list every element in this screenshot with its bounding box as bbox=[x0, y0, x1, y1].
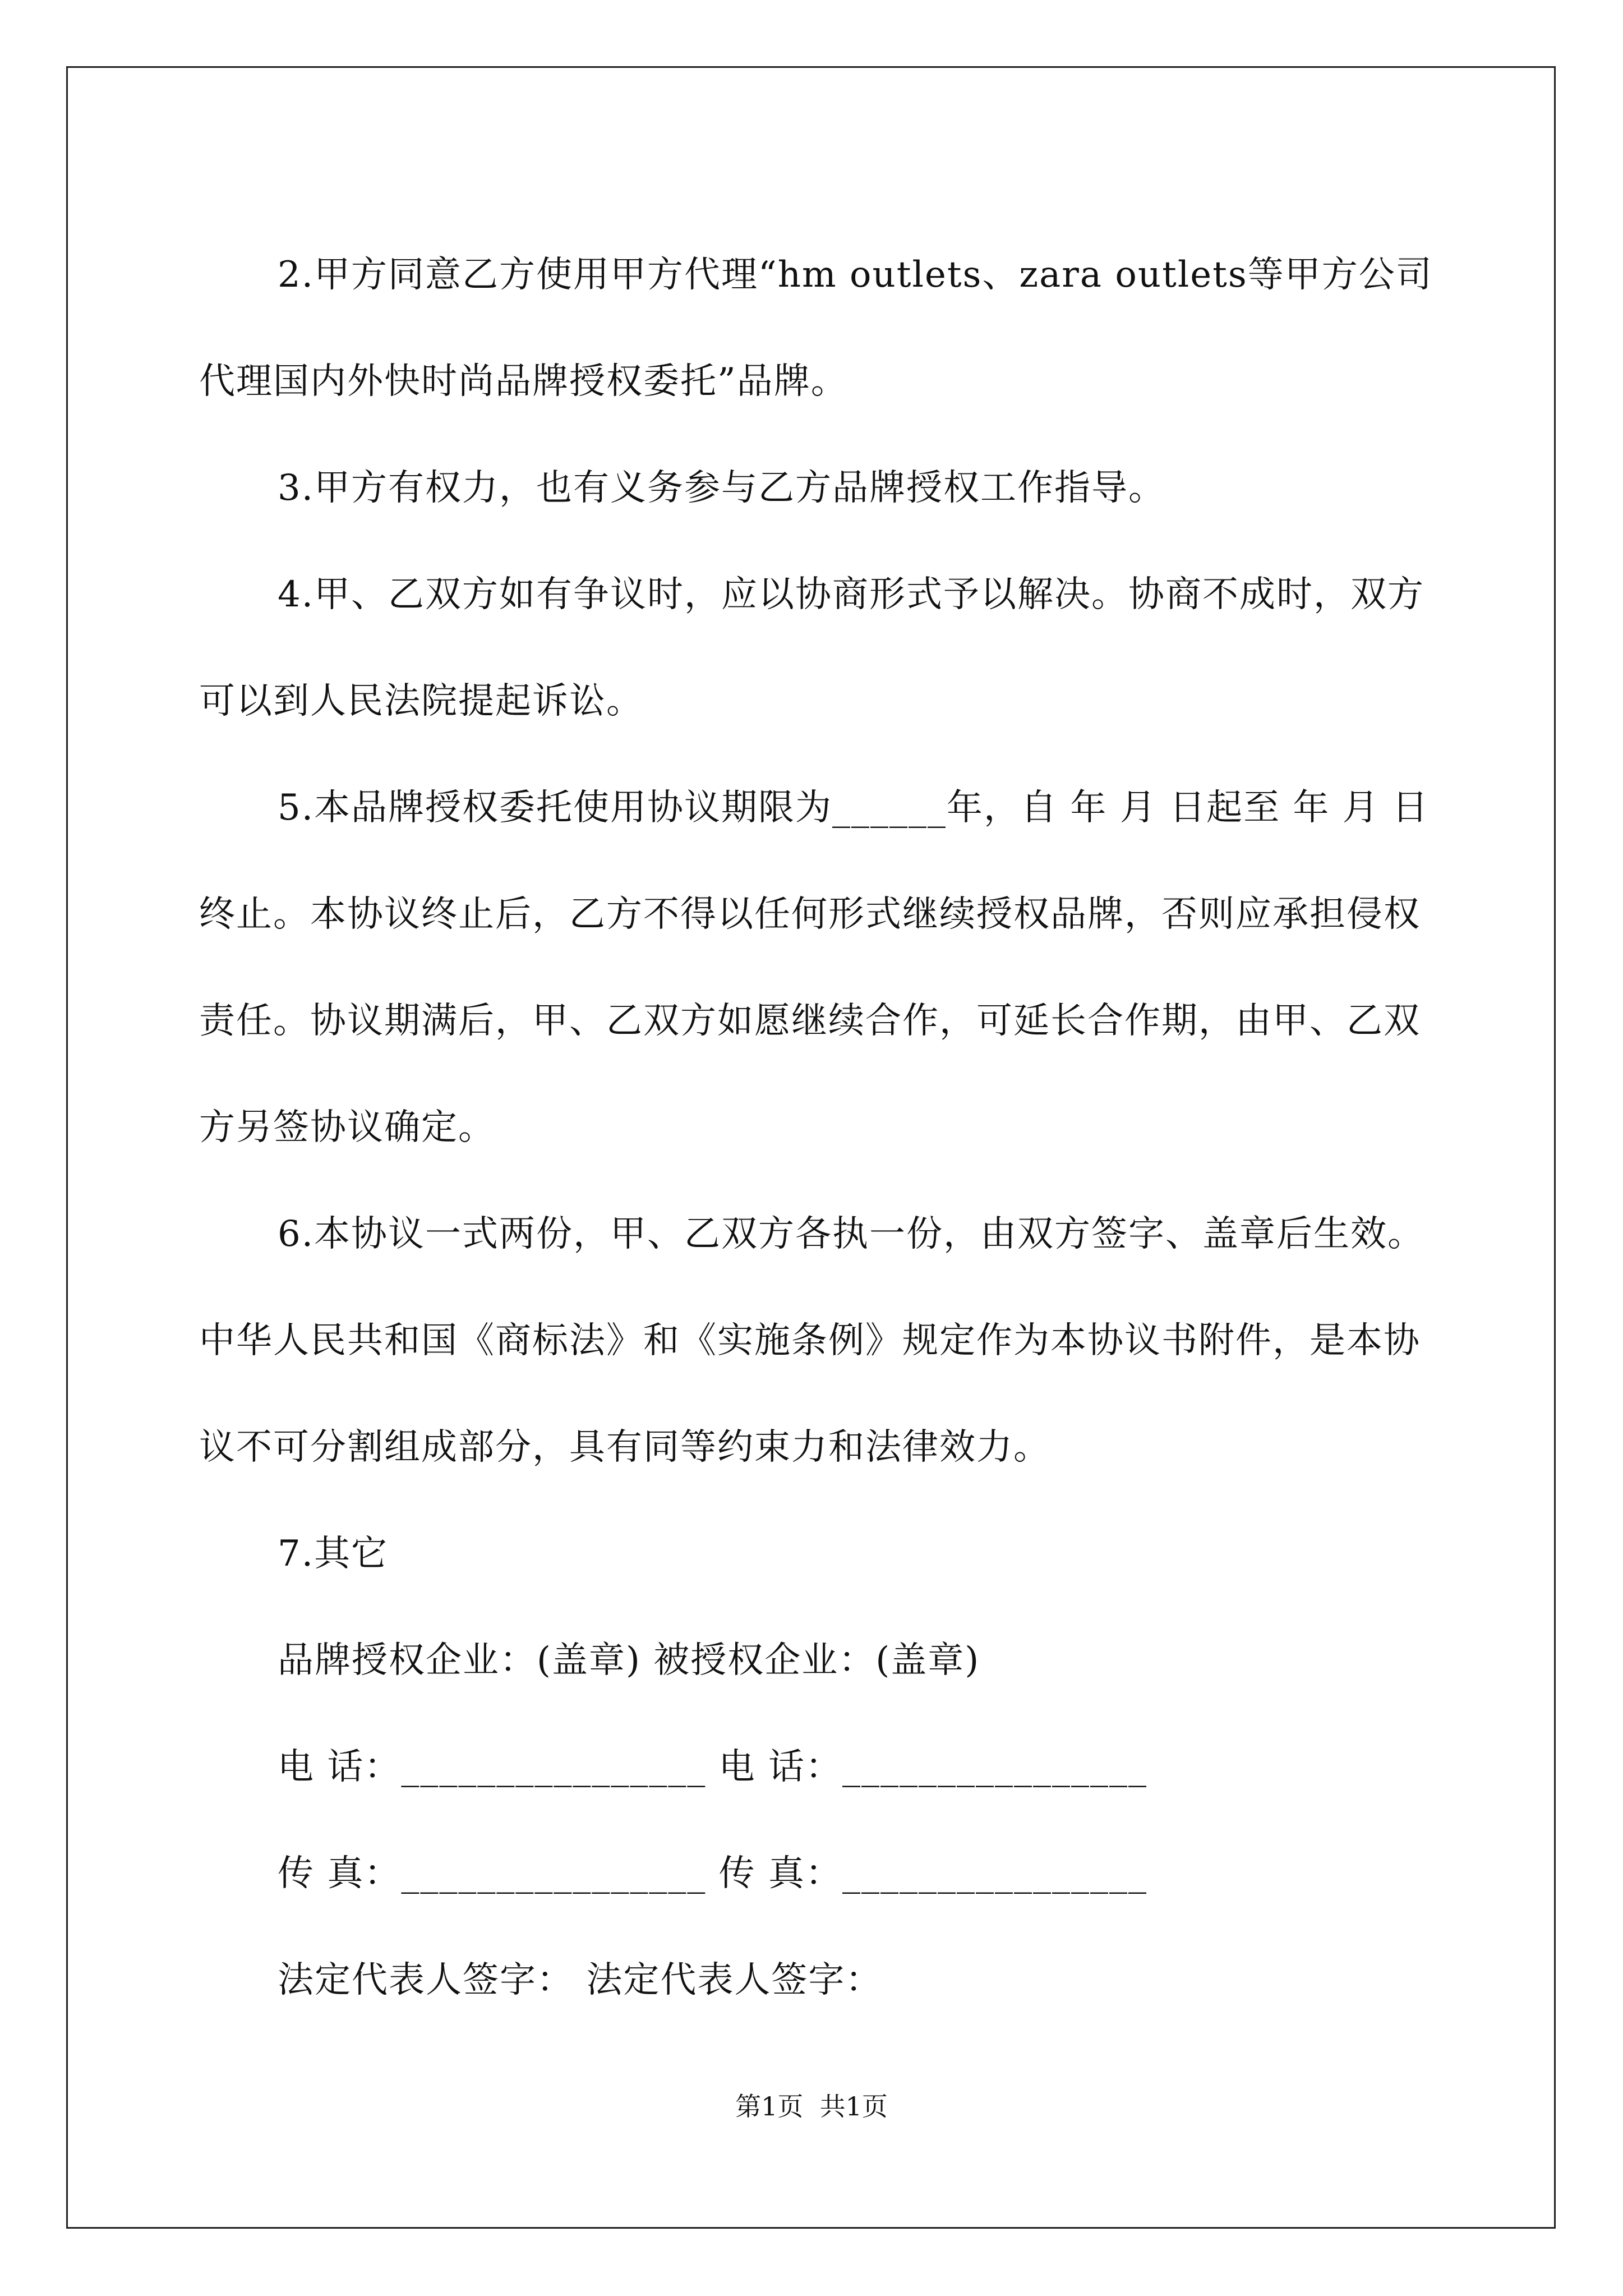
clause-3: 3.甲方有权力，也有义务参与乙方品牌授权工作指导。 bbox=[278, 467, 1166, 509]
clause-6: 6.本协议一式两份，甲、乙双方各执一份，由双方签字、盖章后生效。中华人民共和国《商标法》和《实施条例》规定作为本协议书附件，是本协议不可分割组成部分，具有同等约束力和法律效力。 bbox=[199, 1213, 1425, 1468]
clause-2: 2.甲方同意乙方使用甲方代理“hm outlets、zara outlets等甲方公司代理国内外快时尚品牌授权委托”品牌。 bbox=[199, 254, 1433, 402]
clause-5: 5.本品牌授权委托使用协议期限为______年，自 年 月 日起至 年 月 日终止。本协议终止后，乙方不得以任何形式继续授权品牌，否则应承担侵权责任。协议期满后，甲、乙双方如愿继续合作，可延长合作期，由甲、乙双方另签协议确定。 bbox=[199, 787, 1430, 1148]
clause-4: 4.甲、乙双方如有争议时，应以协商形式予以解决。协商不成时，双方可以到人民法院提起诉讼。 bbox=[199, 574, 1425, 722]
page-number-footer: 第1页 共1页 bbox=[735, 2091, 888, 2122]
signature-phone-line: 电 话：________________ 电 话：________________ bbox=[278, 1746, 1148, 1788]
document-body bbox=[199, 222, 1433, 2033]
clause-7: 7.其它 bbox=[278, 1533, 389, 1575]
signature-representative-line: 法定代表人签字： 法定代表人签字： bbox=[278, 1959, 883, 2001]
signature-fax-line: 传 真：________________ 传 真：________________ bbox=[278, 1853, 1148, 1894]
signature-parties-line: 品牌授权企业：(盖章) 被授权企业：(盖章) bbox=[278, 1640, 980, 1681]
